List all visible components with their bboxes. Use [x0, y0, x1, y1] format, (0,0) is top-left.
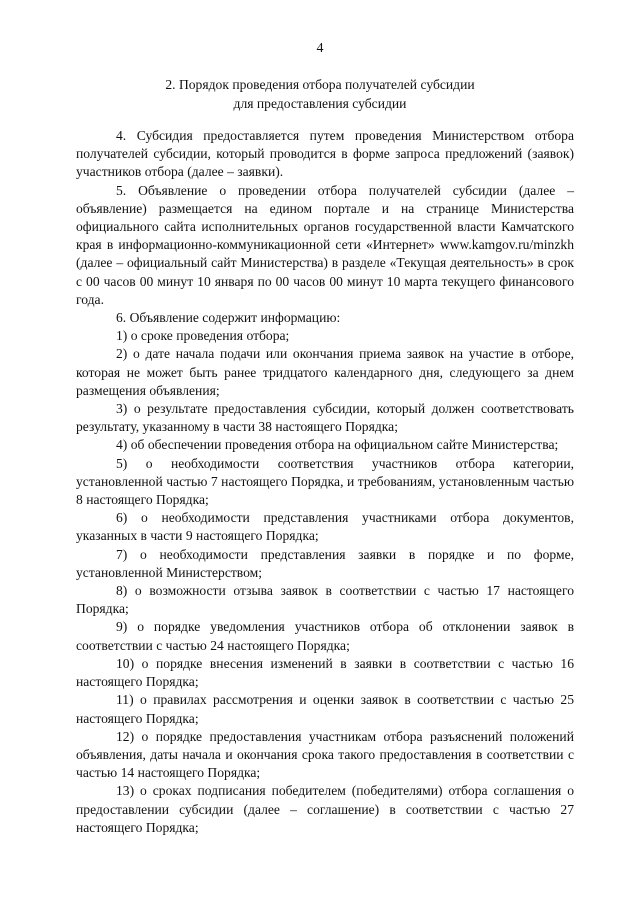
paragraph-4: 4. Субсидия предоставляется путем проведения Министерством отбора получателей субсидии, который проводится в форме запроса предложений (заявок) участников отбора (далее – заявки).: [76, 128, 574, 180]
section-heading-line-2: для предоставления субсидии: [233, 96, 407, 111]
list-item-6: 6) о необходимости представления участниками отбора документов, указанных в части 9 настоящего Порядка;: [76, 510, 574, 544]
list-item-5: 5) о необходимости соответствия участников отбора категории, установленной частью 7 настоящего Порядка, и требованиям, установленным частью 8 настоящего Порядка;: [76, 455, 574, 508]
page-number: 4: [316, 41, 324, 56]
list-item-4: 4) об обеспечении проведения отбора на официальном сайте Министерства;: [116, 437, 559, 453]
list-item-11: 11) о правилах рассмотрения и оценки заявок в соответствии с частью 25 настоящего Порядка;: [76, 692, 574, 726]
list-item-12: 12) о порядке предоставления участникам отбора разъяснений положений объявления, даты начала и окончания срока такого предоставления в соответствии с частью 14 настоящего Порядка;: [76, 728, 574, 781]
list-item-3: 3) о результате предоставления субсидии, который должен соответствовать результату, указанному в части 38 настоящего Порядка;: [76, 401, 574, 435]
section-heading-line-1: 2. Порядок проведения отбора получателей субсидии: [165, 77, 475, 92]
list-item-2: 2) о дате начала подачи или окончания приема заявок на участие в отборе, которая не может быть ранее тридцатого календарного дня, следующего за днем размещения объявления;: [76, 346, 574, 398]
list-item-13: 13) о сроках подписания победителем (победителями) отбора соглашения о предоставлении субсидии (далее – соглашение) в соответствии с частью 27 настоящего Порядка;: [76, 783, 574, 835]
document-body: [76, 127, 574, 837]
list-item-1: 1) о сроке проведения отбора;: [116, 328, 290, 344]
section-heading: [0, 75, 640, 113]
paragraph-5: 5. Объявление о проведении отбора получателей субсидии (далее – объявление) размещается на едином портале и на странице Министерства официального сайта исполнительных органов государственной власти Камчатского края в информационно-коммуникационной сети «Интернет» www.kamgov.ru/minzkh (далее – официальный сайт Министерства) в разделе «Текущая деятельность» в срок с 00 часов 00 минут 10 января по 00 часов 00 минут 10 марта текущего финансового года.: [76, 182, 574, 307]
list-item-7: 7) о необходимости представления заявки в порядке и по форме, установленной Министерством;: [76, 546, 574, 580]
list-item-10: 10) о порядке внесения изменений в заявки в соответствии с частью 16 настоящего Порядка;: [76, 655, 574, 690]
list-item-9: 9) о порядке уведомления участников отбора об отклонении заявок в соответствии с частью 24 настоящего Порядка;: [76, 619, 574, 653]
paragraph-6: 6. Объявление содержит информацию:: [116, 310, 341, 326]
list-item-8: 8) о возможности отзыва заявок в соответствии с частью 17 настоящего Порядка;: [76, 583, 574, 617]
